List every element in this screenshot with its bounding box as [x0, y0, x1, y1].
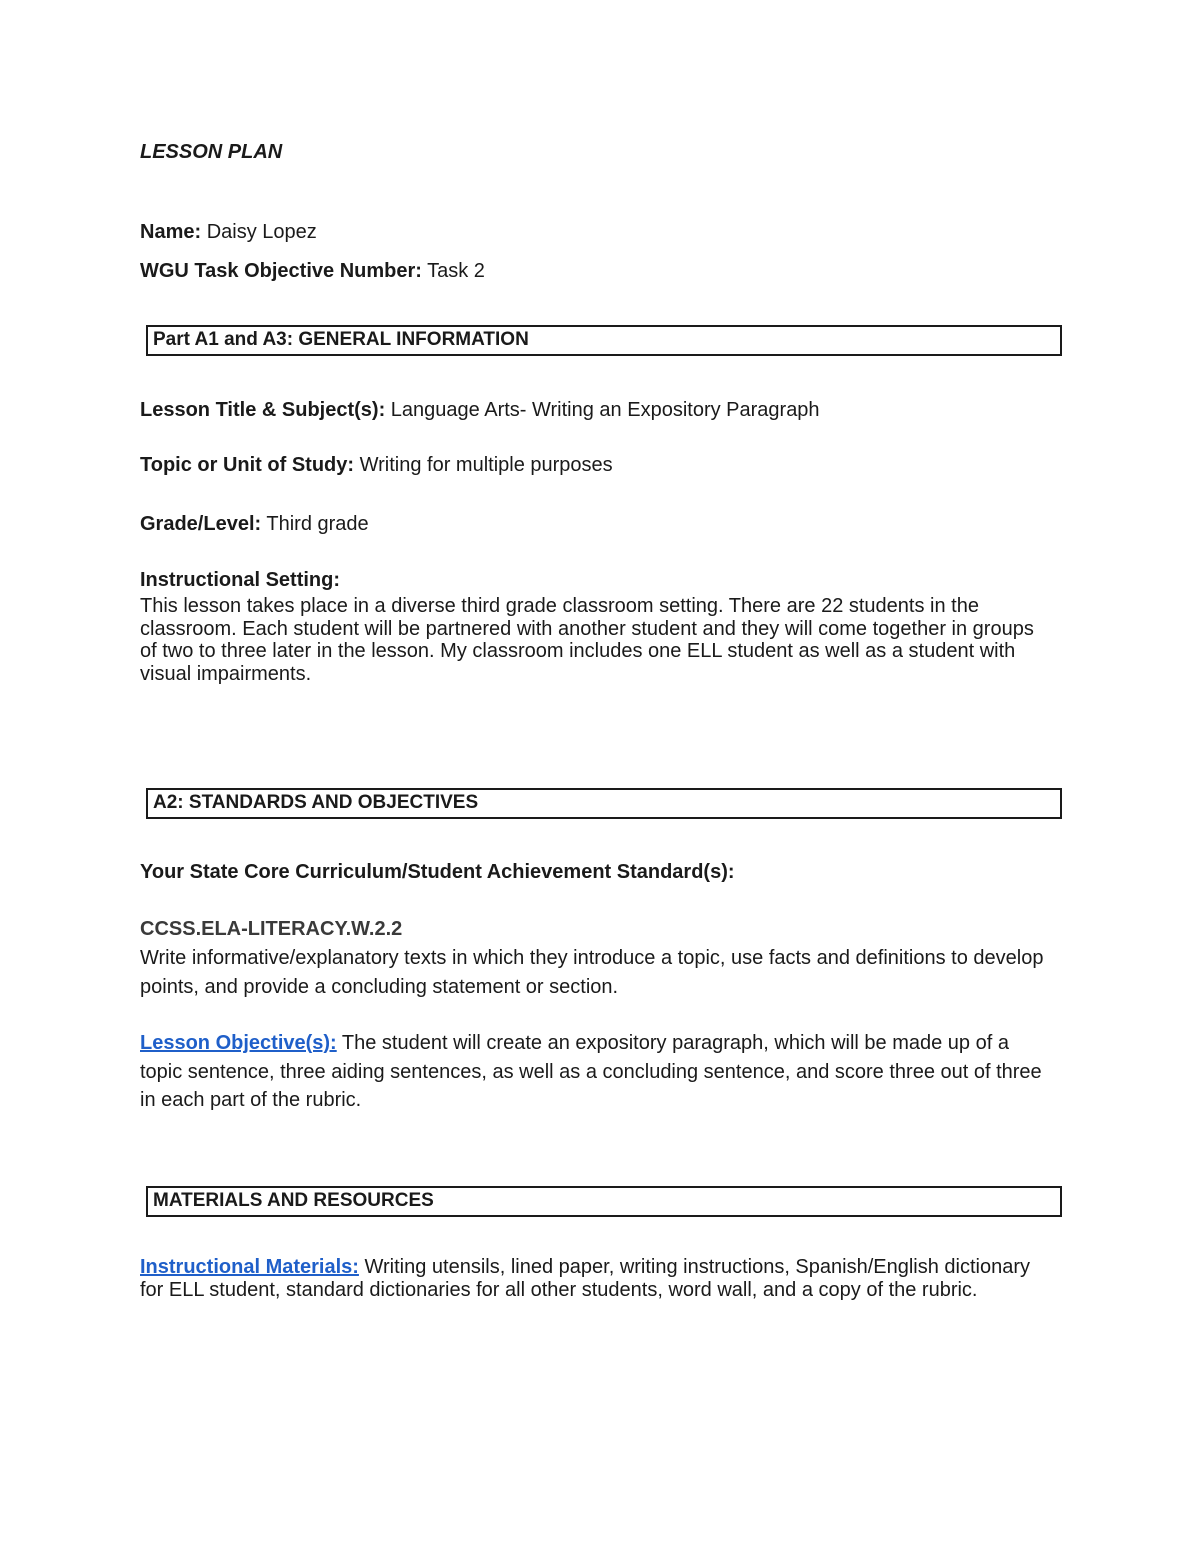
lesson-title-label: Lesson Title & Subject(s): [140, 399, 386, 421]
name-label: Name: [140, 221, 202, 243]
task-label: WGU Task Objective Number: [140, 260, 422, 282]
lesson-objective-link[interactable]: Lesson Objective(s): [140, 1032, 337, 1054]
lesson-title-value: Language Arts- Writing an Expository Paragraph [390, 399, 820, 421]
instructional-materials [140, 1256, 1055, 1301]
name-value: Daisy Lopez [206, 221, 317, 243]
topic-value: Writing for multiple purposes [359, 454, 613, 476]
setting-text: This lesson takes place in a diverse third grade classroom setting. There are 22 students in the classroom. Each student will be partnered with another student and they will come together in groups of two to three later in the lesson. My classroom includes one ELL student as well as a student with visual impairments. [140, 595, 1034, 685]
standard-code: CCSS.ELA-LITERACY.W.2.2 [140, 918, 403, 940]
lesson-title-field [140, 398, 820, 422]
materials-resources-header [146, 1186, 1062, 1217]
section-heading: Part A1 and A3: GENERAL INFORMATION [153, 329, 529, 350]
document-title: LESSON PLAN [140, 141, 283, 163]
standards-label: Your State Core Curriculum/Student Achievement Standard(s): [140, 861, 735, 883]
section-heading: A2: STANDARDS AND OBJECTIVES [153, 792, 479, 813]
lesson-objective [140, 1029, 1055, 1115]
standard-text: Write informative/explanatory texts in which they introduce a topic, use facts and definitions to develop points, and provide a concluding statement or section. [140, 947, 1044, 998]
instructional-materials-text: Writing utensils, lined paper, writing instructions, Spanish/English dictionary for ELL student, standard dictionaries for all other students, word wall, and a copy of the rubric. [140, 1256, 1031, 1301]
lesson-objective-text: The student will create an expository paragraph, which will be made up of a topic sentence, three aiding sentences, as well as a concluding sentence, and score three out of three in each part of the rubric. [140, 1032, 1042, 1111]
standards-objectives-header [146, 788, 1062, 819]
grade-field [140, 512, 369, 536]
name-field [140, 220, 317, 244]
task-value: Task 2 [427, 260, 485, 282]
grade-label: Grade/Level: [140, 513, 262, 535]
general-information-header [146, 325, 1062, 356]
topic-field [140, 453, 613, 477]
instructional-materials-link[interactable]: Instructional Materials: [140, 1256, 359, 1278]
topic-label: Topic or Unit of Study: [140, 454, 355, 476]
task-field [140, 259, 485, 283]
grade-value: Third grade [266, 513, 369, 535]
section-heading: MATERIALS AND RESOURCES [153, 1190, 434, 1211]
setting-label: Instructional Setting: [140, 569, 340, 591]
